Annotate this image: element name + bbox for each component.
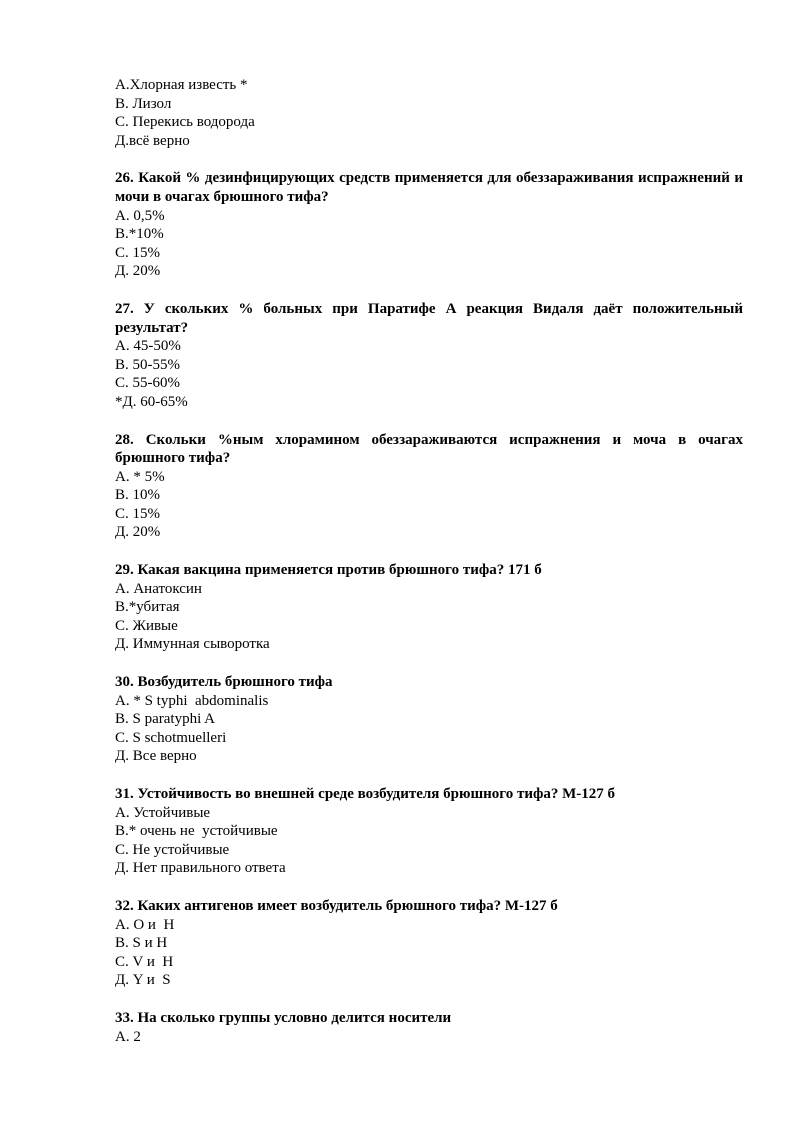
question-28: [115, 431, 743, 543]
answer-option: А. 0,5%: [115, 207, 165, 224]
answer-option: Д. Все верно: [115, 748, 197, 765]
answer-option: В. S и H: [115, 935, 168, 952]
answer-option: Д. 20%: [115, 524, 161, 541]
question-title: 27. У скольких % больных при Паратифе А реакция Видаля даёт положительный результат?: [115, 300, 743, 336]
question-title: 31. Устойчивость во внешней среде возбудителя брюшного тифа? М-127 б: [115, 786, 616, 802]
answer-option: А. * S typhi abdominalis: [115, 692, 269, 709]
answer-option: А. Анатоксин: [115, 580, 202, 597]
answer-option: Д. Нет правильного ответа: [115, 860, 286, 877]
question-33: [115, 1009, 743, 1046]
question-title: 33. На сколько группы условно делится носители: [115, 1009, 452, 1026]
answer-option: С. Живые: [115, 617, 178, 634]
answer-option: С. Перекись водорода: [115, 114, 255, 131]
answer-option: Д.всё верно: [115, 132, 190, 149]
answer-option: С. 15%: [115, 244, 160, 261]
answer-option: С. 15%: [115, 505, 160, 522]
answer-option: Д. 20%: [115, 263, 161, 280]
question-30: [115, 673, 743, 766]
answer-option: А. O и H: [115, 916, 175, 933]
question-32: [115, 897, 743, 990]
answer-option: В. 50-55%: [115, 356, 180, 373]
answer-option: С. S schotmuelleri: [115, 729, 227, 746]
answer-option: В.* очень не устойчивые: [115, 823, 278, 840]
answer-option: *Д. 60-65%: [115, 393, 188, 410]
answer-option: В.*10%: [115, 226, 164, 243]
question-26: [115, 169, 743, 281]
answer-option: А. * 5%: [115, 468, 165, 485]
answer-option: А. Устойчивые: [115, 804, 211, 821]
answer-option: Д. Y и S: [115, 972, 171, 989]
question-title: 29. Какая вакцина применяется против брюшного тифа? 171 б: [115, 562, 542, 579]
answer-option: В. Лизол: [115, 95, 172, 112]
answer-option: Д. Иммунная сыворотка: [115, 636, 270, 653]
answer-option: В.*убитая: [115, 599, 180, 616]
answer-option: В. 10%: [115, 487, 160, 504]
question-title: 32. Каких антигенов имеет возбудитель брюшного тифа? М-127 б: [115, 897, 558, 914]
question-29: [115, 561, 743, 654]
answer-option: С. 55-60%: [115, 375, 180, 392]
answer-option: С. Не устойчивые: [115, 841, 230, 858]
question-title: 30. Возбудитель брюшного тифа: [115, 674, 333, 691]
question-31: [115, 785, 743, 878]
previous-question-options: [115, 76, 743, 150]
document-page: [115, 76, 743, 1065]
question-title: 26. Какой % дезинфицирующих средств применяется для обеззараживания испражнений и мочи в очагах брюшного тифа?: [115, 170, 743, 205]
answer-option: С. V и H: [115, 953, 174, 970]
question-27: [115, 300, 743, 412]
answer-option: А. 2: [115, 1028, 141, 1045]
answer-option: А.Хлорная известь *: [115, 77, 248, 93]
answer-option: А. 45-50%: [115, 338, 181, 355]
answer-option: В. S paratyphi A: [115, 711, 215, 728]
question-title: 28. Скольки %ным хлорамином обеззараживаются испражнения и моча в очагах брюшного тифа?: [115, 431, 743, 467]
